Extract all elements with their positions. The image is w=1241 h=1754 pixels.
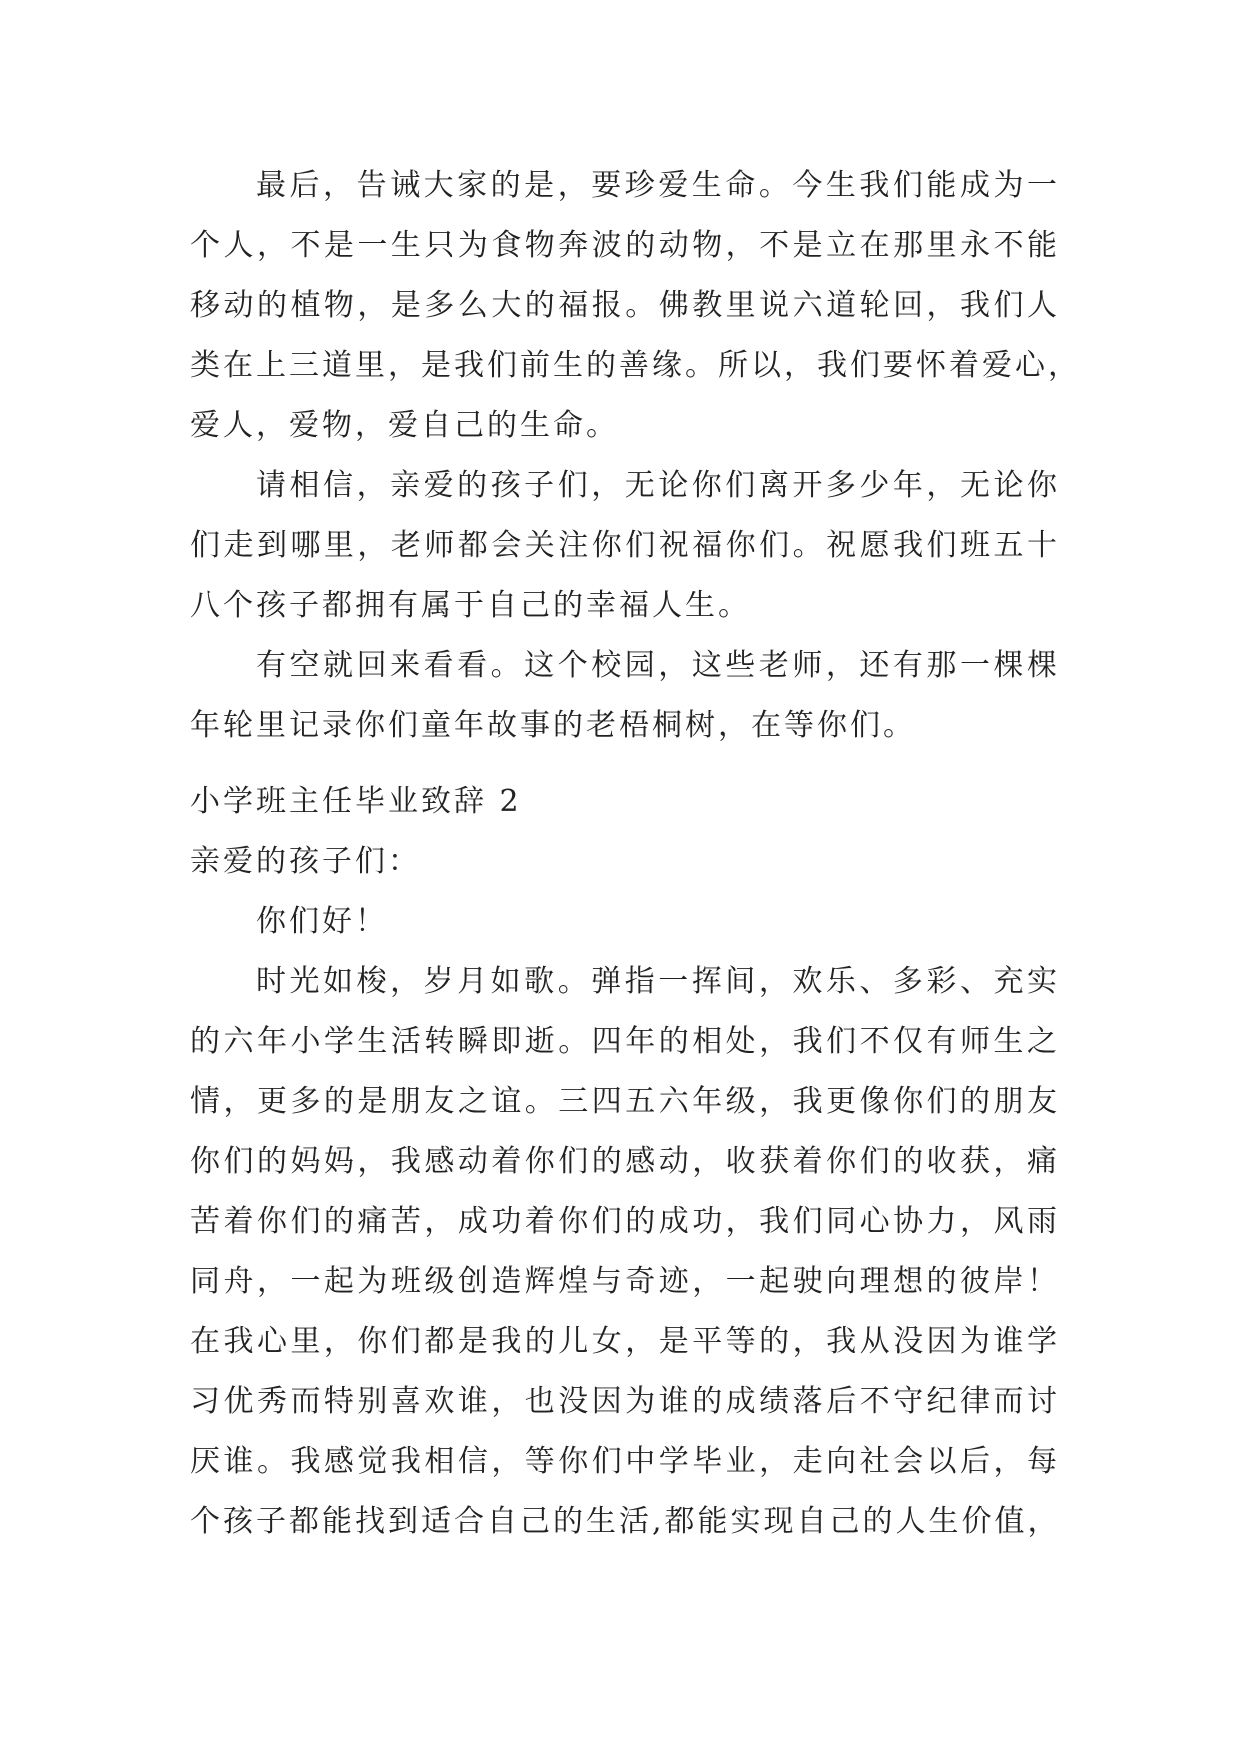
paragraph-line: 的六年小学生活转瞬即逝。四年的相处，我们不仅有师生之 (190, 1024, 1060, 1059)
closing-paragraphs (190, 156, 1081, 756)
paragraph-line: 习优秀而特别喜欢谁，也没因为谁的成绩落后不守纪律而讨 (190, 1384, 1060, 1419)
paragraph-line: 八个孩子都拥有属于自己的幸福人生。 (190, 588, 751, 623)
paragraph-line: 请相信，亲爱的孩子们，无论你们离开多少年，无论你 (256, 468, 1060, 503)
paragraph-line: 厌谁。我感觉我相信，等你们中学毕业，走向社会以后，每 (190, 1444, 1060, 1479)
salutation: 亲爱的孩子们： (190, 844, 421, 879)
paragraph-line: 时光如梭，岁月如歌。弹指一挥间，欢乐、多彩、充实 (256, 964, 1060, 999)
paragraph-line: 爱人，爱物，爱自己的生命。 (190, 408, 619, 443)
paragraph-line: 个孩子都能找到适合自己的生活,都能实现自己的人生价值， (190, 1504, 1061, 1539)
paragraph-line: 在我心里，你们都是我的儿女，是平等的，我从没因为谁学 (190, 1324, 1060, 1359)
paragraph-line: 同舟，一起为班级创造辉煌与奇迹，一起驶向理想的彼岸！ (190, 1264, 1060, 1299)
paragraph-line: 最后，告诫大家的是，要珍爱生命。今生我们能成为一 (256, 168, 1060, 203)
section-title: 小学班主任毕业致辞 2 (190, 784, 522, 819)
paragraph-line: 有空就回来看看。这个校园，这些老师，还有那一棵棵 (256, 648, 1060, 683)
paragraph-line: 类在上三道里，是我们前生的善缘。所以，我们要怀着爱心， (190, 348, 1081, 383)
paragraph-line: 个人，不是一生只为食物奔波的动物，不是立在那里永不能 (190, 228, 1060, 263)
paragraph-line: 移动的植物，是多么大的福报。佛教里说六道轮回，我们人 (190, 288, 1060, 323)
paragraph-line: 苦着你们的痛苦，成功着你们的成功，我们同心协力，风雨 (190, 1204, 1060, 1239)
greeting-line: 你们好！ (256, 904, 388, 939)
paragraph-line: 情，更多的是朋友之谊。三四五六年级，我更像你们的朋友 (190, 1084, 1060, 1119)
paragraph-line: 年轮里记录你们童年故事的老梧桐树，在等你们。 (190, 708, 916, 743)
speech-body (190, 832, 1060, 1552)
paragraph-line: 们走到哪里，老师都会关注你们祝福你们。祝愿我们班五十 (190, 528, 1060, 563)
paragraph-line: 你们的妈妈，我感动着你们的感动，收获着你们的收获，痛 (190, 1144, 1060, 1179)
